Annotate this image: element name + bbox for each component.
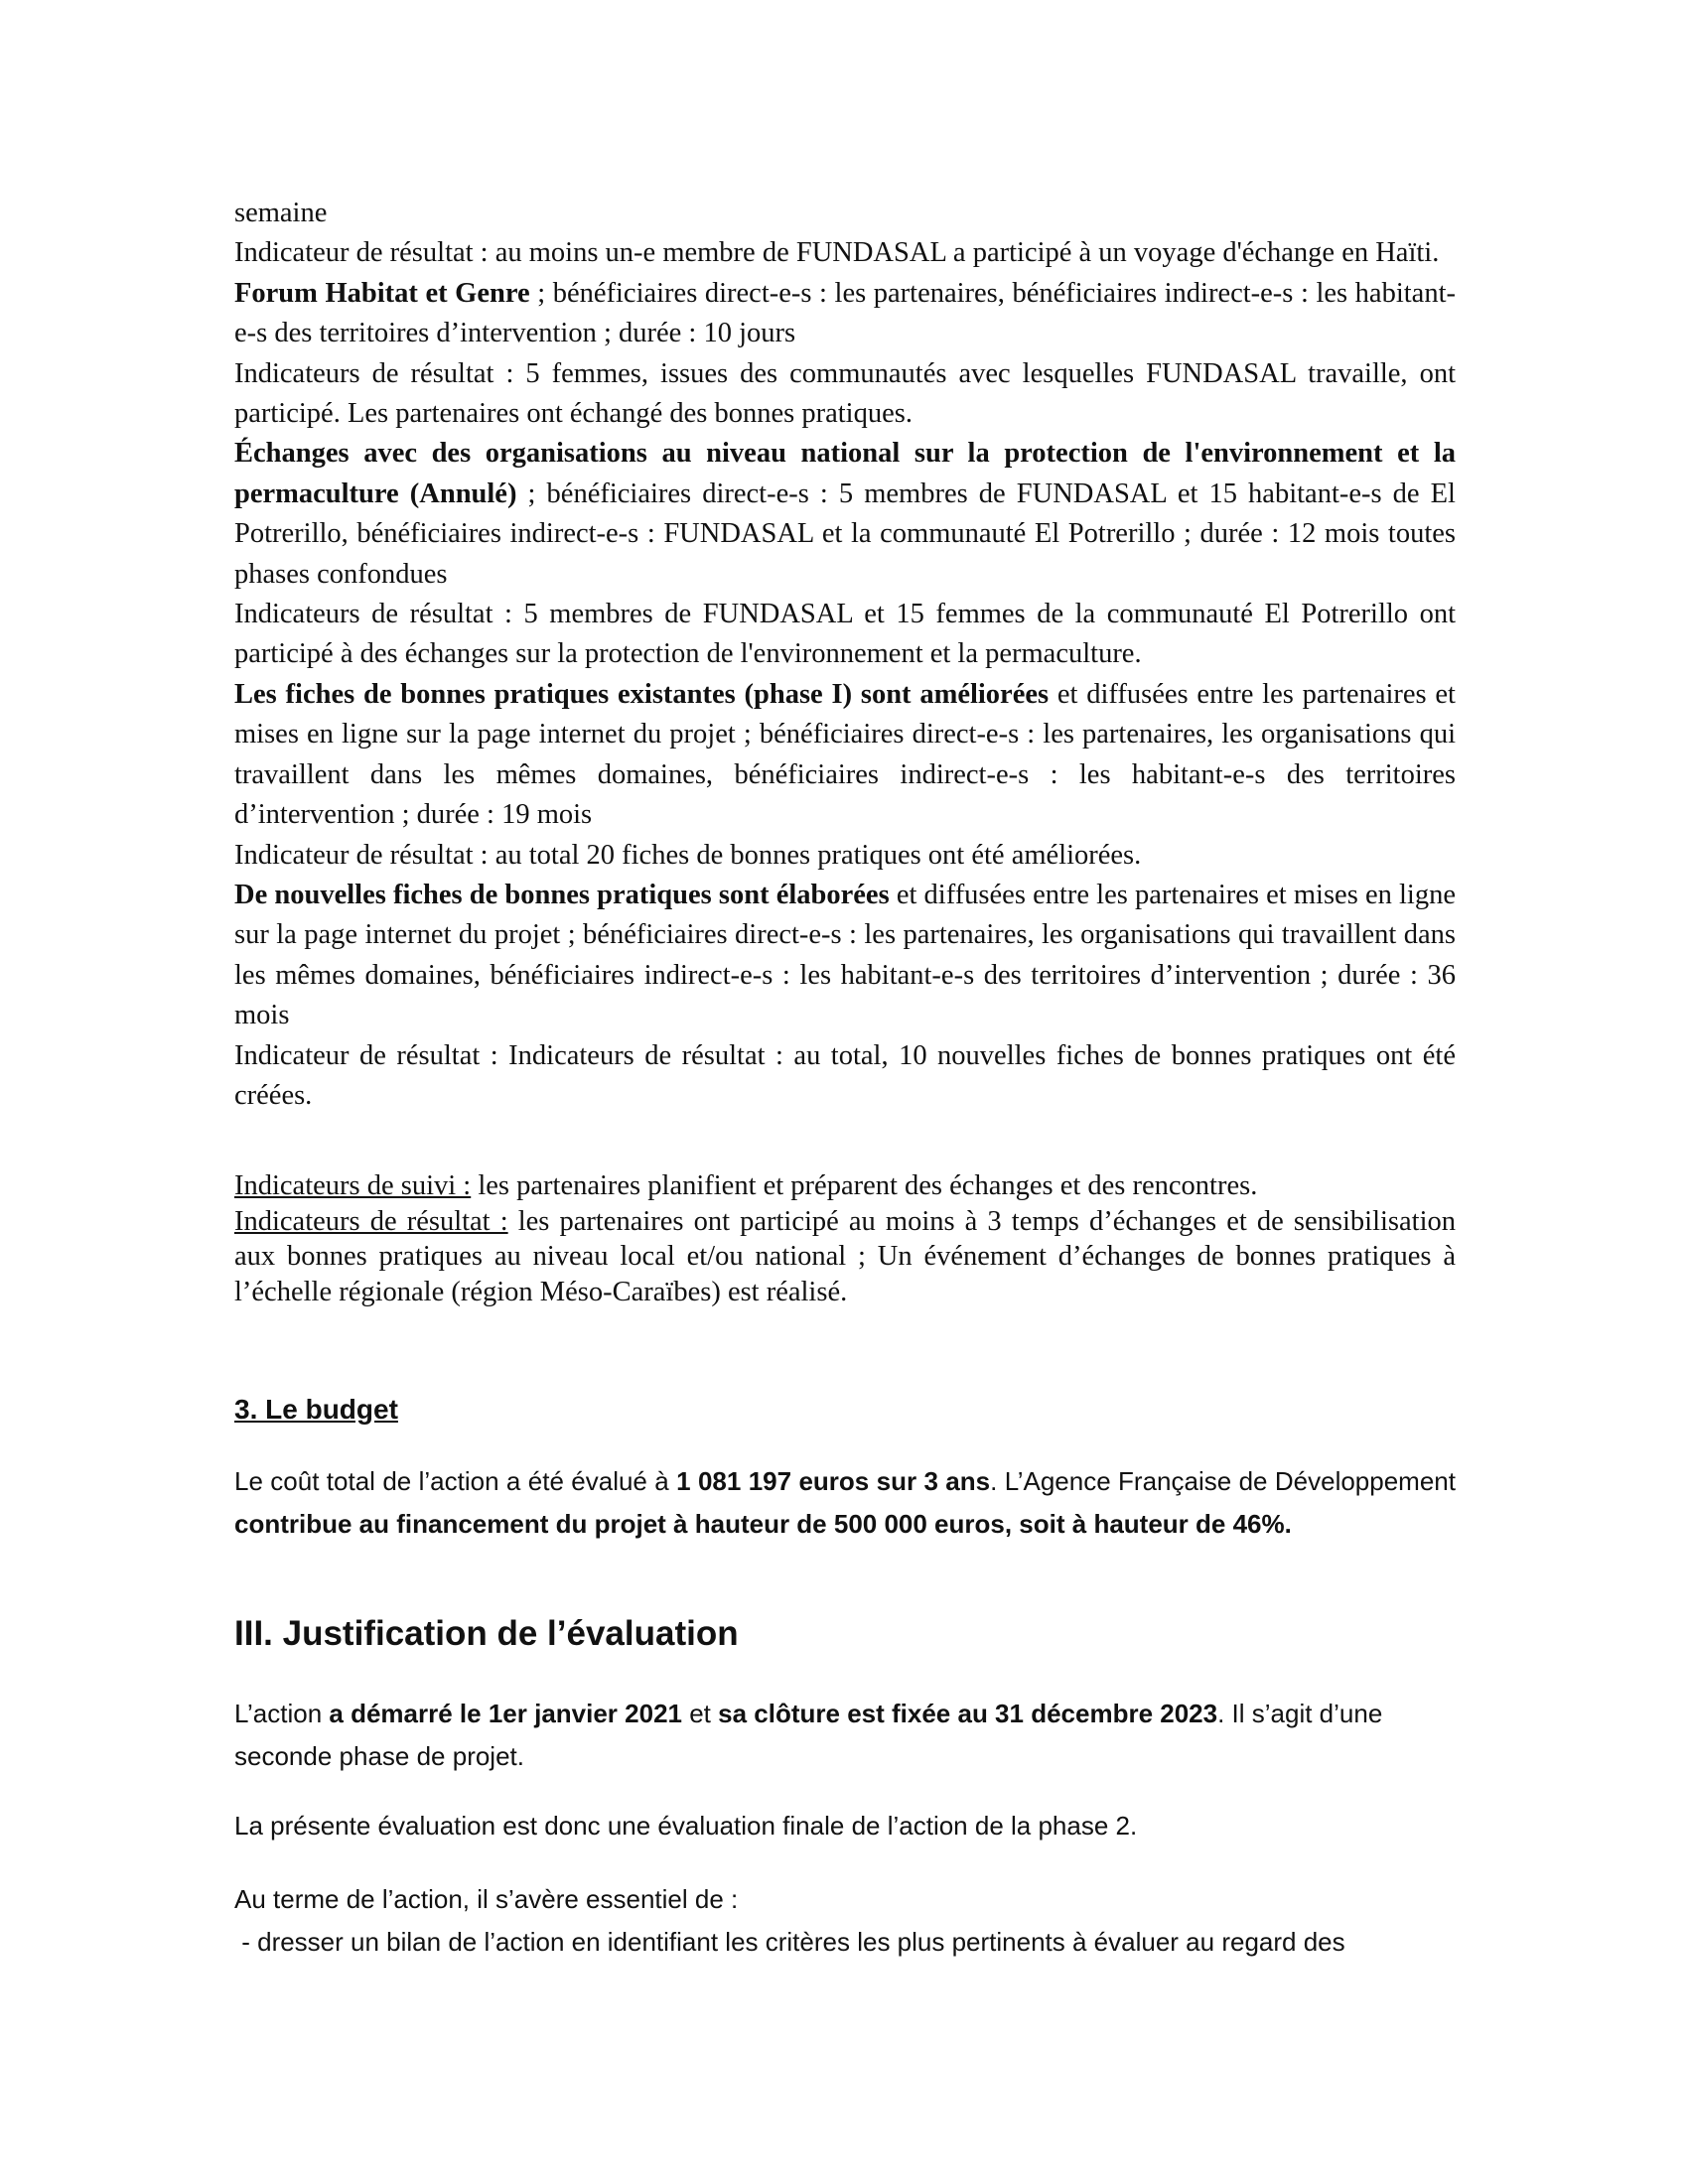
justification-p3: Au terme de l’action, il s’avère essentiel de : - dresser un bilan de l’action en identifiant les critères les plus pertinents à évaluer au regard des bbox=[234, 1878, 1456, 1964]
activity-title: Forum Habitat et Genre bbox=[234, 277, 530, 309]
activity-fiches-ameliorees: Les fiches de bonnes pratiques existantes (phase I) sont améliorées et diffusées entre les partenaires et mises en ligne sur la page internet du projet ; bénéficiaires direct-e-s : les partenaires, les organisations qui travaillent dans les mêmes domaines, bénéficiaires indirect-e-s : les habitant-e-s des territoires d’intervention ; durée : 19 mois bbox=[234, 678, 1456, 831]
suivi-label: Indicateurs de suivi : bbox=[234, 1170, 472, 1201]
result-indicator: Indicateurs de résultat : 5 membres de FUNDASAL et 15 femmes de la communauté El Potrerillo ont participé à des échanges sur la protection de l'environnement et la permaculture. bbox=[234, 599, 1456, 670]
resultat-indicator: Indicateurs de résultat : les partenaires ont participé au moins à 3 temps d’échanges et de sensibilisation aux bonnes pratiques au niveau local et/ou national ; Un événement d’échanges de bonnes pratiques à l’échelle régionale (région Méso-Caraïbes) est réalisé. bbox=[234, 1205, 1456, 1307]
result-indicator: Indicateurs de résultat : 5 femmes, issues des communautés avec lesquelles FUNDASAL travaille, ont participé. Les partenaires ont échangé des bonnes pratiques. bbox=[234, 357, 1456, 430]
budget-paragraph: Le coût total de l’action a été évalué à 1 081 197 euros sur 3 ans. L’Agence Française de Développement contribue au financement du projet à hauteur de 500 000 euros, soit à hauteur de 46%. bbox=[234, 1466, 1456, 1539]
activity-title: De nouvelles fiches de bonnes pratiques sont élaborées bbox=[234, 879, 890, 910]
budget-amount: 1 081 197 euros sur 3 ans bbox=[676, 1466, 991, 1496]
activity-forum: Forum Habitat et Genre ; bénéficiaires direct-e-s : les partenaires, bénéficiaires indirect-e-s : les habitant-e-s des territoires d’intervention ; durée : 10 jours bbox=[234, 277, 1456, 349]
result-indicator: Indicateur de résultat : au total 20 fiches de bonnes pratiques ont été améliorées. bbox=[234, 839, 1142, 871]
afd-contribution: contribue au financement du projet à hauteur de 500 000 euros, soit à hauteur de 46%. bbox=[234, 1509, 1292, 1539]
budget-heading: 3. Le budget bbox=[234, 1394, 398, 1425]
justification-p1: L’action a démarré le 1er janvier 2021 et sa clôture est fixée au 31 décembre 2023. Il s’agit d’une seconde phase de projet. bbox=[234, 1699, 1383, 1771]
indicators-section bbox=[234, 1168, 1456, 1309]
section-heading: III. Justification de l’évaluation bbox=[234, 1614, 739, 1653]
activity-echanges: Échanges avec des organisations au niveau national sur la protection de l'environnement et la permaculture (Annulé) ; bénéficiaires direct-e-s : 5 membres de FUNDASAL et 15 habitant-e-s de El Potrerillo, bénéficiaires indirect-e-s : FUNDASAL et la communauté El Potrerillo ; durée : 12 mois toutes phases confondues bbox=[234, 438, 1456, 590]
activities-section bbox=[234, 194, 1456, 1116]
justification-p2: La présente évaluation est donc une évaluation finale de l’action de la phase 2. bbox=[234, 1811, 1138, 1841]
start-date: a démarré le 1er janvier 2021 bbox=[329, 1699, 682, 1728]
activity-title: Les fiches de bonnes pratiques existantes (phase I) sont améliorées bbox=[234, 678, 1050, 710]
suivi-indicator: Indicateurs de suivi : les partenaires planifient et préparent des échanges et des rencontres. bbox=[234, 1170, 1258, 1201]
result-indicator: Indicateur de résultat : Indicateurs de résultat : au total, 10 nouvelles fiches de bonnes pratiques ont été créées. bbox=[234, 1039, 1456, 1111]
activity-nouvelles-fiches: De nouvelles fiches de bonnes pratiques sont élaborées et diffusées entre les partenaires et mises en ligne sur la page internet du projet ; bénéficiaires direct-e-s : les partenaires, les organisations qui travaillent dans les mêmes domaines, bénéficiaires indirect-e-s : les habitant-e-s des territoires d’intervention ; durée : 36 mois bbox=[234, 879, 1456, 1031]
end-date: sa clôture est fixée au 31 décembre 2023 bbox=[718, 1699, 1218, 1728]
bullet-item: - dresser un bilan de l’action en identifiant les critères les plus pertinents à évaluer au regard des bbox=[234, 1927, 1345, 1957]
continued-text: semaine bbox=[234, 198, 328, 228]
resultat-label: Indicateurs de résultat : bbox=[234, 1205, 508, 1237]
activity-title: Échanges avec des organisations au niveau national sur la protection de l'environnement et la permaculture (Annulé) bbox=[234, 438, 1456, 509]
result-indicator: Indicateur de résultat : au moins un-e membre de FUNDASAL a participé à un voyage d'échange en Haïti. bbox=[234, 237, 1440, 269]
